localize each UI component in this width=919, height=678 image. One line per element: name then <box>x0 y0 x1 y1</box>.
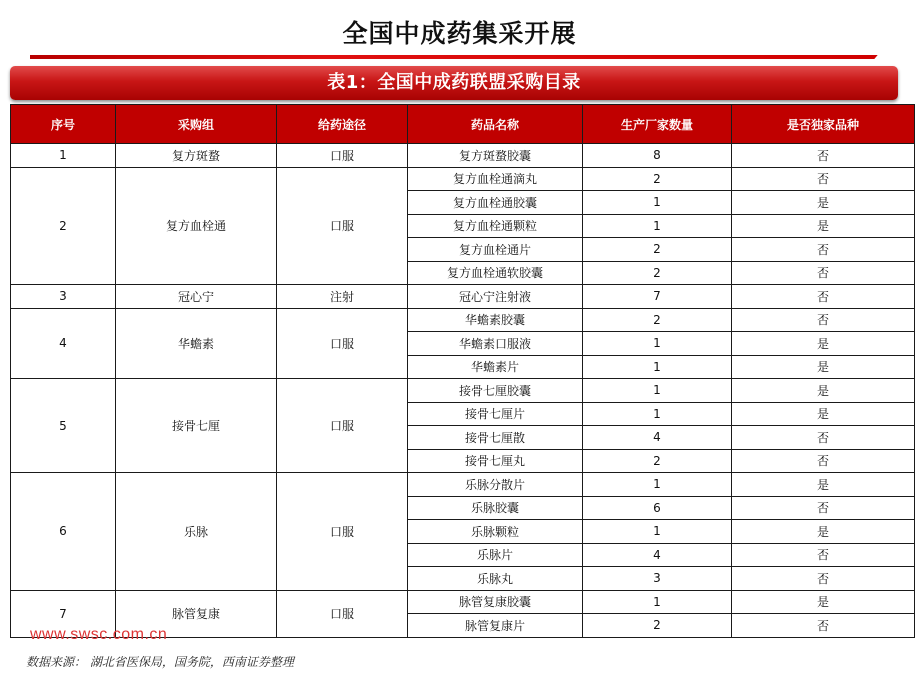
exclusive-cell: 是 <box>732 191 915 215</box>
manufacturer-count-cell: 1 <box>583 473 732 497</box>
group-name-cell: 脉管复康 <box>116 590 277 637</box>
drug-name-cell: 乐脉胶囊 <box>408 496 583 520</box>
header-route: 给药途径 <box>277 105 408 144</box>
manufacturer-count-cell: 1 <box>583 332 732 356</box>
exclusive-cell: 是 <box>732 520 915 544</box>
manufacturer-count-cell: 2 <box>583 308 732 332</box>
header-row <box>11 105 915 144</box>
exclusive-cell: 否 <box>732 567 915 591</box>
manufacturer-count-cell: 1 <box>583 520 732 544</box>
manufacturer-count-cell: 1 <box>583 191 732 215</box>
table-caption-banner: 表1：全国中成药联盟采购目录 <box>10 66 898 100</box>
route-cell: 口服 <box>277 144 408 168</box>
exclusive-cell: 否 <box>732 426 915 450</box>
group-name-cell: 冠心宁 <box>116 285 277 309</box>
table-row <box>11 590 915 614</box>
table-row <box>11 379 915 403</box>
manufacturer-count-cell: 3 <box>583 567 732 591</box>
drug-name-cell: 复方血栓通片 <box>408 238 583 262</box>
exclusive-cell: 是 <box>732 379 915 403</box>
group-name-cell: 复方斑蝥 <box>116 144 277 168</box>
manufacturer-count-cell: 1 <box>583 590 732 614</box>
drug-name-cell: 乐脉片 <box>408 543 583 567</box>
header-drug-name: 药品名称 <box>408 105 583 144</box>
manufacturer-count-cell: 1 <box>583 402 732 426</box>
title-underline <box>30 55 882 59</box>
group-no-cell: 2 <box>11 167 116 285</box>
drug-name-cell: 接骨七厘丸 <box>408 449 583 473</box>
route-cell: 口服 <box>277 167 408 285</box>
manufacturer-count-cell: 4 <box>583 426 732 450</box>
drug-name-cell: 乐脉颗粒 <box>408 520 583 544</box>
table-row <box>11 144 915 168</box>
procurement-table <box>10 104 915 638</box>
table-body <box>11 144 915 638</box>
drug-name-cell: 接骨七厘胶囊 <box>408 379 583 403</box>
route-cell: 口服 <box>277 473 408 591</box>
manufacturer-count-cell: 2 <box>583 614 732 638</box>
exclusive-cell: 否 <box>732 238 915 262</box>
table-row <box>11 285 915 309</box>
manufacturer-count-cell: 2 <box>583 167 732 191</box>
manufacturer-count-cell: 2 <box>583 449 732 473</box>
manufacturer-count-cell: 1 <box>583 214 732 238</box>
drug-name-cell: 脉管复康胶囊 <box>408 590 583 614</box>
route-cell: 口服 <box>277 308 408 379</box>
header-manufacturer-count: 生产厂家数量 <box>583 105 732 144</box>
exclusive-cell: 是 <box>732 473 915 497</box>
manufacturer-count-cell: 1 <box>583 355 732 379</box>
drug-name-cell: 复方血栓通滴丸 <box>408 167 583 191</box>
exclusive-cell: 否 <box>732 261 915 285</box>
exclusive-cell: 否 <box>732 543 915 567</box>
drug-name-cell: 乐脉丸 <box>408 567 583 591</box>
group-name-cell: 复方血栓通 <box>116 167 277 285</box>
website-watermark: www.swsc.com.cn <box>30 626 168 643</box>
exclusive-cell: 否 <box>732 285 915 309</box>
group-no-cell: 1 <box>11 144 116 168</box>
manufacturer-count-cell: 4 <box>583 543 732 567</box>
group-no-cell: 5 <box>11 379 116 473</box>
manufacturer-count-cell: 2 <box>583 261 732 285</box>
exclusive-cell: 是 <box>732 590 915 614</box>
exclusive-cell: 是 <box>732 214 915 238</box>
header-group: 采购组 <box>116 105 277 144</box>
manufacturer-count-cell: 6 <box>583 496 732 520</box>
table-header <box>11 105 915 144</box>
drug-name-cell: 华蟾素胶囊 <box>408 308 583 332</box>
exclusive-cell: 否 <box>732 496 915 520</box>
manufacturer-count-cell: 2 <box>583 238 732 262</box>
group-no-cell: 7 <box>11 590 116 637</box>
exclusive-cell: 是 <box>732 355 915 379</box>
manufacturer-count-cell: 8 <box>583 144 732 168</box>
drug-name-cell: 复方血栓通颗粒 <box>408 214 583 238</box>
header-exclusive: 是否独家品种 <box>732 105 915 144</box>
drug-name-cell: 脉管复康片 <box>408 614 583 638</box>
manufacturer-count-cell: 7 <box>583 285 732 309</box>
exclusive-cell: 否 <box>732 614 915 638</box>
route-cell: 注射 <box>277 285 408 309</box>
drug-name-cell: 接骨七厘片 <box>408 402 583 426</box>
route-cell: 口服 <box>277 590 408 637</box>
drug-name-cell: 冠心宁注射液 <box>408 285 583 309</box>
header-no: 序号 <box>11 105 116 144</box>
data-source-note: 数据来源： 湖北省医保局，国务院，西南证券整理 <box>26 655 294 669</box>
exclusive-cell: 否 <box>732 449 915 473</box>
drug-name-cell: 乐脉分散片 <box>408 473 583 497</box>
exclusive-cell: 否 <box>732 308 915 332</box>
table-row <box>11 308 915 332</box>
drug-name-cell: 华蟾素口服液 <box>408 332 583 356</box>
page-title: 全国中成药集采开展 <box>342 19 577 48</box>
drug-name-cell: 华蟾素片 <box>408 355 583 379</box>
exclusive-cell: 是 <box>732 332 915 356</box>
manufacturer-count-cell: 1 <box>583 379 732 403</box>
drug-name-cell: 复方血栓通软胶囊 <box>408 261 583 285</box>
group-name-cell: 接骨七厘 <box>116 379 277 473</box>
table-row <box>11 473 915 497</box>
route-cell: 口服 <box>277 379 408 473</box>
group-no-cell: 6 <box>11 473 116 591</box>
exclusive-cell: 否 <box>732 167 915 191</box>
group-name-cell: 乐脉 <box>116 473 277 591</box>
drug-name-cell: 复方血栓通胶囊 <box>408 191 583 215</box>
group-name-cell: 华蟾素 <box>116 308 277 379</box>
drug-name-cell: 复方斑蝥胶囊 <box>408 144 583 168</box>
exclusive-cell: 否 <box>732 144 915 168</box>
group-no-cell: 3 <box>11 285 116 309</box>
table-row <box>11 167 915 191</box>
drug-name-cell: 接骨七厘散 <box>408 426 583 450</box>
exclusive-cell: 是 <box>732 402 915 426</box>
group-no-cell: 4 <box>11 308 116 379</box>
